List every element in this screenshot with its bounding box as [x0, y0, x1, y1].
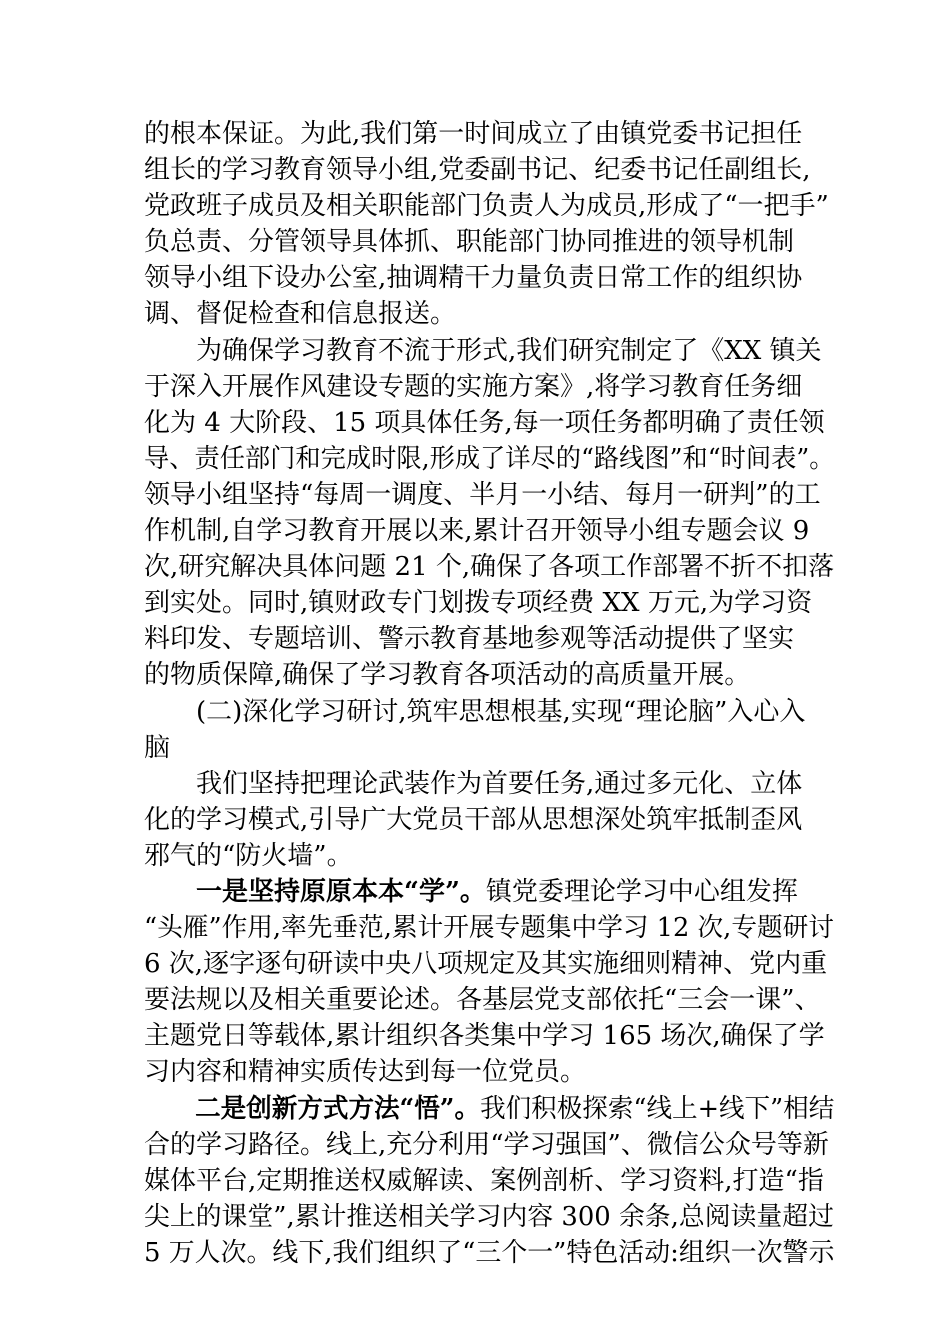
text-line: 调、督促检查和信息报送。: [144, 299, 457, 330]
text-line: 负总责、分管领导具体抓、职能部门协同推进的领导机制: [144, 227, 795, 258]
text-line: 6 次,逐字逐句研读中央八项规定及其实施细则精神、党内重: [144, 949, 828, 980]
text-line: 作机制,自学习教育开展以来,累计召开领导小组专题会议 9: [144, 516, 810, 547]
point-lead: 一是坚持原原本本“学”。: [196, 876, 486, 907]
text-line: 化的学习模式,引导广大党员干部从思想深处筑牢抵制歪风: [144, 804, 803, 835]
text-line: 化为 4 大阶段、15 项具体任务,每一项任务都明确了责任领: [144, 407, 825, 438]
text-line: 脑: [144, 732, 171, 763]
text-line: 5 万人次。线下,我们组织了“三个一”特色活动:组织一次警示: [144, 1237, 835, 1268]
section-heading: [144, 694, 820, 766]
text-line: [144, 874, 820, 910]
text-line: 尖上的课堂”,累计推送相关学习内容 300 余条,总阅读量超过: [144, 1201, 834, 1232]
text-line: 领导小组坚持“每周一调度、半月一小结、每月一研判”的工: [144, 479, 821, 510]
text-line: 为确保学习教育不流于形式,我们研究制定了《XX 镇关: [196, 335, 822, 366]
paragraph-theory-study: [144, 766, 820, 874]
point-text: 镇党委理论学习中心组发挥: [485, 876, 798, 907]
text-line: 主题党日等载体,累计组织各类集中学习 165 场次,确保了学: [144, 1021, 825, 1052]
text-line: 习内容和精神实质传达到每一位党员。: [144, 1057, 587, 1088]
document-body: [144, 116, 835, 1271]
text-line: 媒体平台,定期推送权威解读、案例剖析、学习资料,打造“指: [144, 1165, 824, 1196]
text-line: 的物质保障,确保了学习教育各项活动的高质量开展。: [144, 660, 751, 691]
text-line: 合的学习路径。线上,充分利用“学习强国”、微信公众号等新: [144, 1129, 829, 1160]
text-line: 党政班子成员及相关职能部门负责人为成员,形成了“一把手”: [144, 191, 829, 222]
text-line: 的根本保证。为此,我们第一时间成立了由镇党委书记担任: [144, 119, 803, 149]
text-line: 邪气的“防火墙”。: [144, 840, 353, 871]
paragraph-continuation: [144, 116, 829, 333]
paragraph-point-two: [144, 1091, 835, 1271]
text-line: 组长的学习教育领导小组,党委副书记、纪委书记任副组长,: [144, 155, 811, 186]
text-line: (二)深化学习研讨,筑牢思想根基,实现“理论脑”入心入: [196, 696, 806, 727]
point-lead: 二是创新方式方法“悟”。: [195, 1093, 481, 1124]
text-line: 我们坚持把理论武装作为首要任务,通过多元化、立体: [196, 768, 803, 799]
text-line: 到实处。同时,镇财政专门划拨专项经费 XX 万元,为学习资: [144, 588, 813, 619]
text-line: 要法规以及相关重要论述。各基层党支部依托“三会一课”、: [144, 985, 821, 1016]
text-line: 料印发、专题培训、警示教育基地参观等活动提供了坚实: [144, 624, 795, 655]
text-line: [144, 1091, 835, 1127]
text-line: 导、责任部门和完成时限,形成了详尽的“路线图”和“时间表”。: [144, 443, 835, 474]
text-line: 次,研究解决具体问题 21 个,确保了各项工作部署不折不扣落: [144, 552, 835, 583]
point-text: 我们积极探索“线上+线下”相结: [480, 1093, 835, 1124]
paragraph-implementation-plan: [144, 333, 835, 694]
text-line: 于深入开展作风建设专题的实施方案》,将学习教育任务细: [144, 371, 803, 402]
text-line: “头雁”作用,率先垂范,累计开展专题集中学习 12 次,专题研讨: [144, 913, 834, 944]
text-line: 领导小组下设办公室,抽调精干力量负责日常工作的组织协: [144, 263, 803, 294]
paragraph-point-one: [144, 874, 834, 1091]
